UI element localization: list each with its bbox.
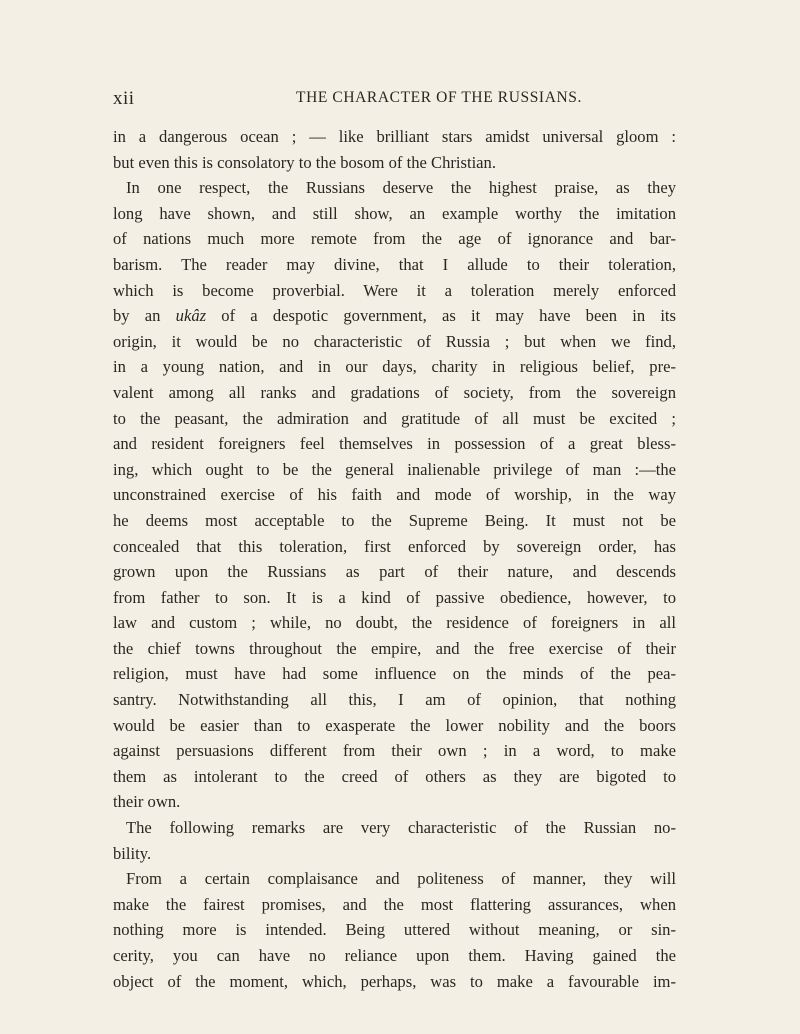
text-segment: barism. The reader may divine, that I allude to their toleration, [113,254,676,274]
text-line [113,866,676,892]
body-text [113,124,676,994]
running-title: THE CHARACTER OF THE RUSSIANS. [296,89,582,106]
text-line [113,559,676,585]
text-line [113,815,676,841]
text-segment: of a despotic government, as it may have been in its [206,306,676,326]
text-line [113,124,676,150]
text-line [113,789,676,815]
text-line [113,585,676,611]
text-line [113,764,676,790]
text-line [113,380,676,406]
text-segment: them as intolerant to the creed of others as they are bigoted to [113,766,676,786]
text-line [113,661,676,687]
text-segment: In one respect, the Russians deserve the highest praise, as they [126,178,676,198]
page-number: xii [113,88,135,109]
text-segment: origin, it would be no characteristic of Russia ; but when we find, [113,331,676,351]
text-segment: religion, must have had some influence on the minds of the pea- [113,664,676,684]
page-header [113,88,673,112]
text-line [113,457,676,483]
text-segment: law and custom ; while, no doubt, the residence of foreigners in all [113,613,676,633]
text-segment: unconstrained exercise of his faith and mode of worship, in the way [113,485,676,505]
text-line [113,892,676,918]
text-segment: which is become proverbial. Were it a toleration merely enforced [113,280,676,300]
text-line [113,278,676,304]
text-segment: nothing more is intended. Being uttered without meaning, or sin- [113,920,676,940]
text-line [113,303,676,329]
text-segment: he deems most acceptable to the Supreme Being. It must not be [113,510,676,530]
text-segment: object of the moment, which, perhaps, was to make a favourable im- [113,971,676,991]
text-line [113,508,676,534]
text-segment: long have shown, and still show, an example worthy the imitation [113,203,676,223]
text-line [113,431,676,457]
text-line [113,201,676,227]
text-segment: in a young nation, and in our days, charity in religious belief, pre- [113,357,676,377]
text-segment: cerity, you can have no reliance upon them. Having gained the [113,946,676,965]
text-segment: ing, which ought to be the general inalienable privilege of man :—the [113,459,676,479]
text-line [113,226,676,252]
text-segment: would be easier than to exasperate the lower nobility and the boors [113,715,676,735]
text-line [113,482,676,508]
text-segment: bility. [113,843,152,863]
text-segment: but even this is consolatory to the bosom of the Christian. [113,152,496,172]
text-segment: against persuasions different from their own ; in a word, to make [113,741,676,761]
text-line [113,687,676,713]
italic-term: ukâz [175,306,207,326]
text-line [113,713,676,739]
text-line [113,943,676,969]
text-segment: by an [113,306,176,326]
text-line [113,329,676,355]
text-segment: and resident foreigners feel themselves in possession of a great bless- [113,434,676,454]
text-segment: to the peasant, the admiration and gratitude of all must be excited ; [113,408,676,428]
text-segment: from father to son. It is a kind of passive obedience, however, to [113,587,676,607]
text-line [113,917,676,943]
text-line [113,841,676,867]
text-line [113,406,676,432]
text-segment: From a certain complaisance and politeness of manner, they will [126,869,676,889]
text-line [113,354,676,380]
text-line [113,636,676,662]
text-segment: santry. Notwithstanding all this, I am of opinion, that nothing [113,690,676,710]
text-line [113,175,676,201]
text-segment: valent among all ranks and gradations of society, from the sovereign [113,382,676,402]
text-line [113,738,676,764]
text-segment: The following remarks are very characteristic of the Russian no- [126,818,676,838]
text-segment: of nations much more remote from the age of ignorance and bar- [113,229,676,249]
text-line [113,252,676,278]
text-line [113,150,676,176]
text-line [113,969,676,995]
text-line [113,534,676,560]
text-segment: their own. [113,792,181,812]
text-segment: make the fairest promises, and the most flattering assurances, when [113,894,676,914]
text-segment: grown upon the Russians as part of their nature, and descends [113,562,676,582]
text-segment: in a dangerous ocean ; — like brilliant stars amidst universal gloom : [113,127,676,146]
text-segment: concealed that this toleration, first enforced by sovereign order, has [113,536,676,556]
text-line [113,610,676,636]
text-segment: the chief towns throughout the empire, and the free exercise of their [113,638,676,658]
